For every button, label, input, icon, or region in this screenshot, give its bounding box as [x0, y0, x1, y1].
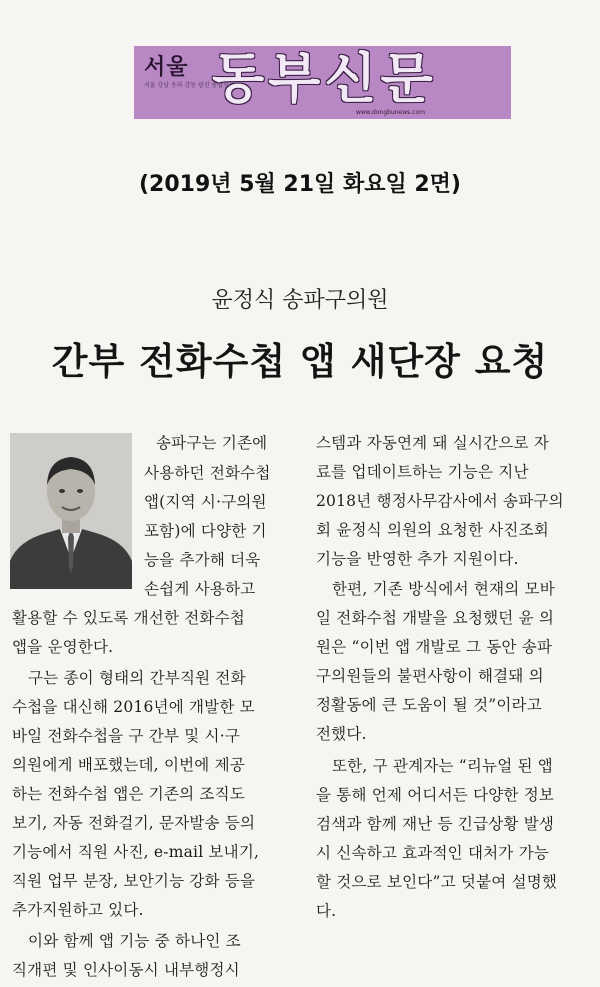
article-line: 회 윤정식 의원의 요청한 사진조회	[316, 521, 549, 539]
article-line: 앱(지역 시·구의원	[144, 493, 267, 511]
masthead-url: www.dongbunews.com	[355, 109, 425, 116]
article-line: 검색과 함께 재난 등 긴급상황 발생	[316, 815, 555, 833]
article-line: 원은 “이번 앱 개발로 그 동안 송파	[316, 638, 553, 656]
article-line: 을 통해 언제 어디서든 다양한 정보	[316, 786, 555, 804]
article-subhead: 윤정식 송파구의원	[211, 288, 389, 313]
article-line: 능을 추가해 더욱	[144, 551, 261, 569]
article-line: 포함)에 다양한 기	[144, 522, 267, 540]
article-line: 일 전화수첩 개발을 요청했던 윤 의	[316, 609, 555, 627]
article-line: 스템과 자동연계 돼 실시간으로 자	[316, 434, 549, 452]
article-line: 기능을 반영한 추가 지원이다.	[316, 550, 519, 568]
article-line: 이와 함께 앱 기능 중 하나인 조	[28, 932, 241, 950]
article-line: 또한, 구 관계자는 “리뉴얼 된 앱	[332, 757, 553, 775]
article-line: 기능에서 직원 사진, e-mail 보내기,	[12, 843, 260, 861]
article-line: 사용하던 전화수첩	[144, 464, 271, 482]
article-line: 하는 전화수첩 앱은 기존의 조직도	[12, 785, 245, 803]
masthead-logo: 동부신문	[212, 47, 437, 110]
article-line: 료를 업데이트하는 기능은 지난	[316, 463, 529, 481]
article-line: 직개편 및 인사이동시 내부행정시	[12, 961, 240, 979]
article-line: 직원 업무 분장, 보안기능 강화 등을	[12, 872, 256, 890]
article-line: 한편, 기존 방식에서 현재의 모바	[332, 580, 555, 598]
edition-date: (2019년 5월 21일 화요일 2면)	[139, 172, 461, 197]
article-line: 활용할 수 있도록 개선한 전화수첩	[12, 609, 245, 627]
article-line: 다.	[316, 902, 337, 920]
article-line: 추가지원하고 있다.	[12, 901, 144, 919]
article-line: 바일 전화수첩을 구 간부 및 시·구	[12, 727, 241, 745]
article-line: 보기, 자동 전화걸기, 문자발송 등의	[12, 814, 256, 832]
article-line: 수첩을 대신해 2016년에 개발한 모	[12, 698, 255, 716]
article-line: 의원에게 배포했는데, 이번에 제공	[12, 756, 245, 774]
article-line: 시 신속하고 효과적인 대처가 가능	[316, 844, 549, 862]
councilor-portrait-photo	[10, 433, 132, 589]
masthead-prefix: 서울	[144, 55, 189, 80]
article-headline: 간부 전화수첩 앱 새단장 요청	[51, 339, 549, 383]
article-line: 구는 종이 형태의 간부직원 전화	[28, 669, 246, 687]
masthead-tagline: 서울 강남 송파 강동 광진 종합신문	[144, 82, 235, 89]
newspaper-masthead	[134, 46, 511, 119]
portrait-image	[10, 433, 132, 589]
article-line: 송파구는 기존에	[156, 434, 268, 452]
article-line: 정활동에 큰 도움이 될 것”이라고	[316, 696, 542, 714]
article-line: 구의원들의 불편사항이 해결돼 의	[316, 667, 544, 685]
article-line: 전했다.	[316, 725, 367, 743]
article-line: 손쉽게 사용하고	[144, 580, 256, 598]
article-line: 2018년 행정사무감사에서 송파구의	[316, 492, 564, 510]
article-line: 앱을 운영한다.	[12, 638, 114, 656]
article-line: 할 것으로 보인다”고 덧붙여 설명했	[316, 873, 558, 891]
